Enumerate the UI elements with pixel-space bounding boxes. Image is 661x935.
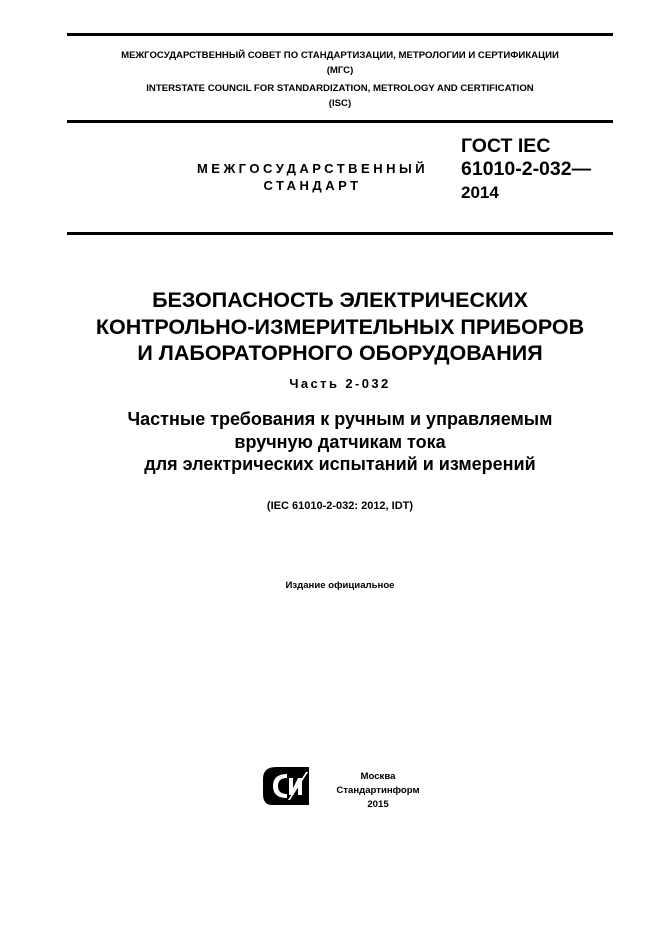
subtitle-line3: для электрических испытаний и измерений bbox=[144, 454, 536, 474]
publisher-name: Стандартинформ bbox=[336, 785, 420, 796]
council-en-line1: INTERSTATE COUNCIL FOR STANDARDIZATION, METROLOGY AND CERTIFICATION bbox=[146, 83, 534, 94]
subtitle-line1: Частные требования к ручным и управляемым bbox=[127, 409, 553, 429]
council-ru-line1: МЕЖГОСУДАРСТВЕННЫЙ СОВЕТ ПО СТАНДАРТИЗАЦИИ, МЕТРОЛОГИИ И СЕРТИФИКАЦИИ bbox=[121, 50, 559, 61]
gost-line2: 61010-2-032— bbox=[461, 158, 592, 180]
publisher-city: Москва bbox=[360, 771, 396, 782]
subtitle-line2: вручную датчикам тока bbox=[234, 431, 446, 452]
gost-line1: ГОСТ IEC bbox=[461, 135, 551, 157]
publisher-year: 2015 bbox=[367, 799, 389, 810]
council-name-en bbox=[67, 81, 613, 111]
publisher-block bbox=[326, 770, 430, 812]
part-number: Часть 2-032 bbox=[289, 376, 391, 391]
top-rule bbox=[67, 33, 613, 36]
gost-year: 2014 bbox=[461, 183, 499, 202]
standartinform-logo-icon bbox=[262, 766, 314, 806]
title-line3: И ЛАБОРАТОРНОГО ОБОРУДОВАНИЯ bbox=[137, 341, 543, 365]
document-subtitle bbox=[67, 408, 613, 476]
title-line1: БЕЗОПАСНОСТЬ ЭЛЕКТРИЧЕСКИХ bbox=[152, 288, 528, 312]
middle-rule bbox=[67, 120, 613, 123]
standard-type bbox=[150, 160, 475, 194]
standard-type-line1: МЕЖГОСУДАРСТВЕННЫЙ bbox=[196, 161, 429, 176]
standard-type-line2: СТАНДАРТ bbox=[263, 178, 362, 193]
edition-note: Издание официальное bbox=[285, 580, 395, 591]
council-en-line2: (ISC) bbox=[328, 98, 352, 109]
council-name-ru bbox=[67, 48, 613, 78]
iec-reference: (IEC 61010-2-032: 2012, IDT) bbox=[266, 500, 414, 512]
lower-rule bbox=[67, 232, 613, 235]
title-line2: КОНТРОЛЬНО-ИЗМЕРИТЕЛЬНЫХ ПРИБОРОВ bbox=[95, 314, 585, 339]
gost-designation bbox=[461, 135, 591, 204]
document-title bbox=[67, 287, 613, 367]
council-ru-line2: (МГС) bbox=[326, 65, 354, 76]
